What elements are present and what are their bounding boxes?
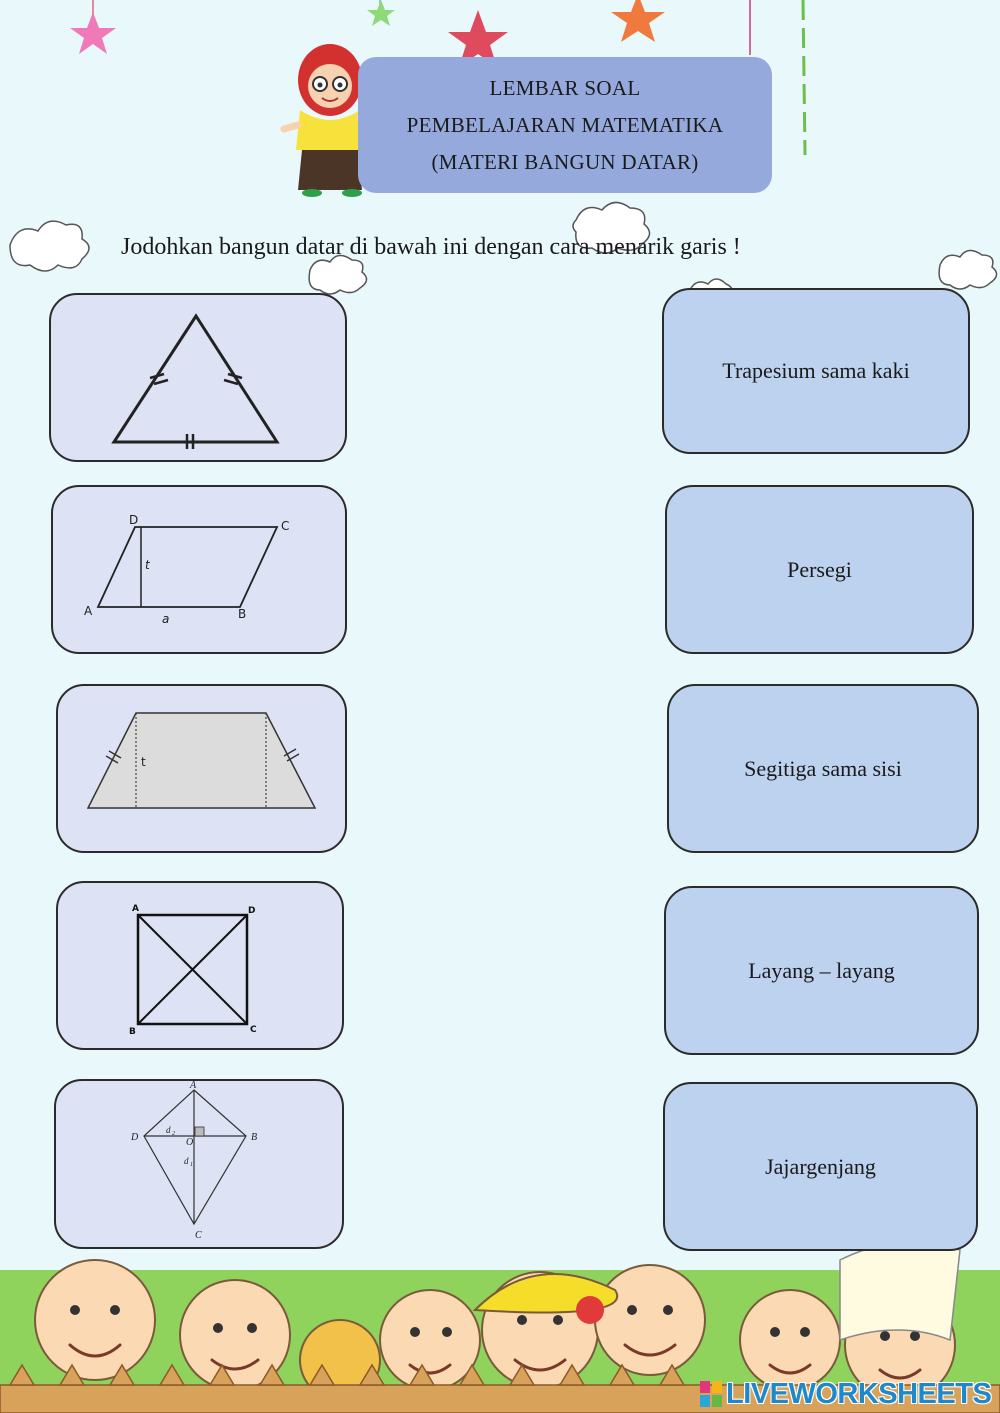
diagonal-subscript-1: 1 bbox=[190, 1162, 193, 1168]
diagonal-label-d2: d bbox=[166, 1125, 171, 1135]
diagonal-label-d1: d bbox=[184, 1156, 189, 1166]
center-label-o: O bbox=[186, 1137, 194, 1148]
shape-card-equilateral-triangle[interactable] bbox=[49, 293, 347, 462]
cloud-icon bbox=[309, 255, 366, 294]
star-icon-pink bbox=[70, 12, 116, 54]
vertex-label-b: B bbox=[129, 1027, 136, 1037]
shape-card-isosceles-trapezoid[interactable] bbox=[56, 684, 347, 853]
shape-card-kite[interactable] bbox=[54, 1079, 344, 1249]
vertex-label-c: C bbox=[195, 1230, 202, 1241]
girl-character-illustration bbox=[284, 44, 368, 197]
vertex-label-d: D bbox=[131, 1132, 139, 1143]
label-card-trapesium-sama-kaki[interactable] bbox=[662, 288, 970, 454]
label-text: Segitiga sama sisi bbox=[744, 755, 902, 781]
header-line-topic: (MATERI BANGUN DATAR) bbox=[431, 149, 699, 174]
liveworksheets-logo-icon bbox=[700, 1381, 722, 1407]
shape-card-parallelogram[interactable] bbox=[51, 485, 347, 654]
vertex-label-b: B bbox=[251, 1132, 258, 1143]
liveworksheets-text: LIVEWORKSHEETS bbox=[726, 1377, 992, 1410]
label-text: Persegi bbox=[787, 556, 852, 582]
star-icon-green bbox=[367, 0, 395, 26]
label-card-persegi[interactable] bbox=[665, 485, 974, 654]
header-line-subject: PEMBELAJARAN MATEMATIKA bbox=[406, 112, 724, 137]
vertex-label-a: A bbox=[132, 904, 139, 914]
worksheet-header bbox=[358, 57, 772, 193]
label-card-segitiga-sama-sisi[interactable] bbox=[667, 684, 979, 853]
vertex-label-d: D bbox=[248, 906, 256, 916]
vertex-label-c: C bbox=[281, 519, 290, 533]
header-line-title: LEMBAR SOAL bbox=[489, 75, 641, 100]
height-label-t: t bbox=[141, 755, 146, 769]
label-text: Trapesium sama kaki bbox=[722, 358, 910, 383]
vertex-label-d: D bbox=[129, 513, 139, 527]
kite-figure bbox=[56, 1081, 346, 1251]
diagonal-subscript-2: 2 bbox=[172, 1131, 175, 1137]
cloud-icon bbox=[10, 221, 89, 271]
cloud-icon bbox=[939, 250, 996, 289]
instruction-text: Jodohkan bangun datar di bawah ini dengan cara menarik garis ! bbox=[121, 234, 741, 260]
vertex-label-a: A bbox=[190, 1081, 197, 1091]
base-label-a: a bbox=[162, 612, 170, 626]
label-card-layang-layang[interactable] bbox=[664, 886, 979, 1055]
vertex-label-c: C bbox=[250, 1025, 257, 1035]
height-label-t: t bbox=[145, 558, 150, 572]
isosceles-trapezoid-figure bbox=[58, 686, 349, 855]
vertex-label-a: A bbox=[84, 604, 93, 618]
square-figure bbox=[58, 883, 346, 1052]
shape-card-square[interactable] bbox=[56, 881, 344, 1050]
star-icon-orange bbox=[611, 0, 665, 42]
label-card-jajargenjang[interactable] bbox=[663, 1082, 978, 1251]
liveworksheets-watermark bbox=[700, 1378, 991, 1410]
label-text: Jajargenjang bbox=[765, 1153, 876, 1179]
vertex-label-b: B bbox=[238, 607, 247, 621]
parallelogram-figure bbox=[53, 487, 349, 656]
equilateral-triangle-figure bbox=[51, 295, 349, 464]
label-text: Layang – layang bbox=[748, 957, 895, 983]
